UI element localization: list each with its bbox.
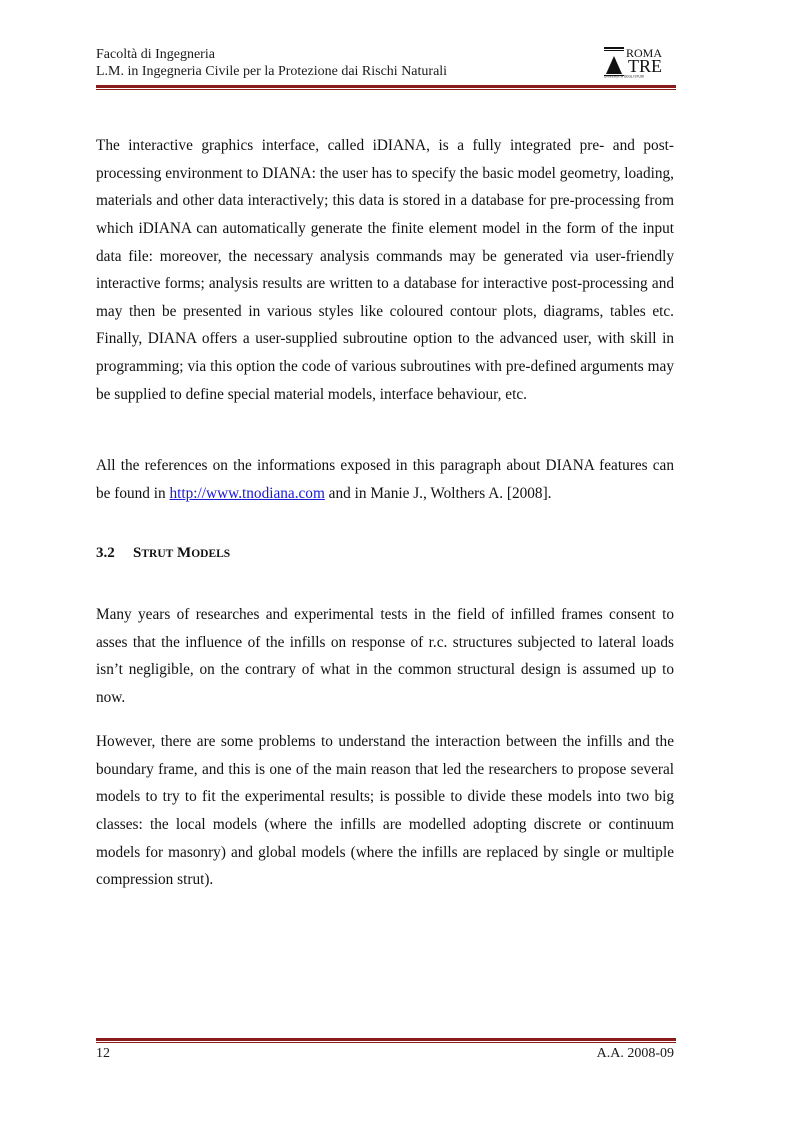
paragraph-idiana: The interactive graphics interface, called iDIANA, is a fully integrated pre- and post-processing environment to DIANA: the user has to specify the basic model geometry, loading, materials and other data interactively; this data is stored in a database for pre-processing from which iDIANA can automatically generate the finite element model in the form of the input data file: moreover, the necessary analysis commands may be generated via user-friendly interactive forms; analysis results are written to a database for interactive post-processing and may then be presented in various styles like coloured contour plots, diagrams, tables etc. Finally, DIANA offers a user-supplied subroutine option to the advanced user, with skill in programming; via this option the code of various subroutines with pre-defined arguments may be supplied to define special material models, interface behaviour, etc. (96, 137, 674, 403)
header-rule-thin (96, 89, 676, 90)
section-heading (96, 545, 230, 562)
academic-year: A.A. 2008-09 (596, 1046, 674, 1061)
degree-program: L.M. in Ingegneria Civile per la Protezione dai Rischi Naturali (96, 64, 448, 79)
paragraph-model-classes: However, there are some problems to understand the interaction between the infills and the boundary frame, and this is one of the main reason that led the researchers to propose several models to try to fit the experimental results; is possible to divide these models into two big classes: the local models (where the infills are modelled adopting discrete or continuum models for masonry) and global models (where the infills are replaced by single or multiple compression strut). (96, 733, 674, 889)
page-number: 12 (96, 1046, 110, 1061)
logo-text-roma: ROMA (626, 46, 663, 60)
footer-rule-thin (96, 1042, 676, 1043)
section-number: 3.2 (96, 545, 115, 561)
paragraph-references (96, 452, 674, 507)
references-text-before: All the references on the informations exposed in this paragraph about DIANA features can be found in (96, 457, 674, 502)
logo-subtext: UNIVERSITÀ DEGLI STUDI (604, 74, 645, 78)
section-title-odels: ODELS (191, 548, 231, 560)
footer-rule-thick (96, 1038, 676, 1041)
university-logo (602, 46, 676, 78)
logo-text-tre: TRE (628, 56, 662, 76)
tnodiana-link[interactable]: http://www.tnodiana.com (169, 484, 325, 502)
references-text-after: and in Manie J., Wolthers A. [2008]. (324, 484, 552, 502)
header-rule-thick (96, 85, 676, 88)
section-title-s: S (133, 545, 142, 561)
section-title-m: M (177, 545, 192, 561)
section-title-trut: TRUT (141, 548, 174, 560)
page-header (96, 46, 676, 86)
paragraph-infills-influence: Many years of researches and experimental tests in the field of infilled frames consent to asses that the influence of the infills on response of r.c. structures subjected to lateral loads isn’t negligible, on the contrary of what in the common structural design is assumed up to now. (96, 606, 674, 707)
faculty-name: Facoltà di Ingegneria (96, 47, 215, 62)
